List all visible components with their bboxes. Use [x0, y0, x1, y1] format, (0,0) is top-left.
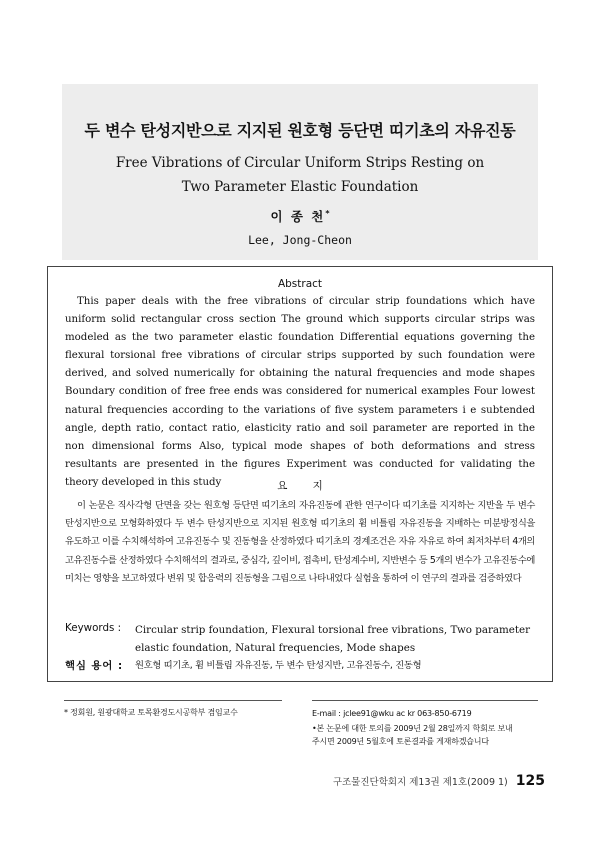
page-footer [333, 773, 545, 789]
korean-abstract-heading: 요 지 [277, 480, 323, 492]
korean-abstract-body: 이 논문은 직사각형 단면을 갖는 원호형 등단면 띠기초의 자유진동에 관한 연구이다 띠기초를 지지하는 지반을 두 변수 탄성지반으로 모형화하였다 두 변수 탄성지반으로 지지된 원호형 띠기초의 휨 비틀림 자유진동을 지배하는 미분방정식을 유도하고 이를 수치해석하여 고유진동수 및 진동형을 산정하였다 띠기초의 경계조건은 자유 자유로 하여 최저차부터 4개의 고유진동수를 산정하였다 수치해석의 결과로, 중심각, 깊이비, 접촉비, 탄성계수비, 지반변수 등 5개의 변수가 고유진동수에 미치는 영향을 보고하였다 변위 및 합응력의 진동형을 그림으로 나타내었다 실험을 통하여 이 연구의 결과를 검증하였다 [65, 500, 535, 584]
journal-citation: 구조물진단학회지 제13권 제1호(2009 1) [332, 777, 508, 788]
title-korean: 두 변수 탄성지반으로 지지된 원호형 등단면 띠기초의 자유진동 [84, 121, 516, 140]
footnote-divider-right [312, 700, 538, 701]
abstract-heading: Abstract [277, 278, 323, 290]
title-english-line1: Free Vibrations of Circular Uniform Strips Resting on [115, 155, 485, 171]
discussion-note-line1: •본 논문에 대한 토의를 2009년 2월 28일까지 학회로 보내 [312, 724, 513, 733]
keywords-row [65, 622, 539, 658]
author-korean [0, 207, 600, 225]
page-number: 125 [515, 773, 545, 789]
email-footnote: E-mail : jclee91@wku ac kr 063-850-6719 [312, 709, 472, 718]
author-english: Lee, Jong-Cheon [248, 233, 352, 247]
title-english-line2: Two Parameter Elastic Foundation [181, 179, 419, 195]
affiliation-footnote: * 정회원, 원광대학교 토목환경도시공학부 겸임교수 [64, 708, 238, 717]
abstract-body: This paper deals with the free vibrations of circular strip foundations which have uniform solid rectangular cross section The ground which supports circular strips was modeled as the two parameter elastic foundation Differential equations governing the flexural torsional free vibrations of circular strips supported by such foundation were derived, and solved numerically for obtaining the natural frequencies and mode shapes Boundary condition of free free ends was considered for numerical examples Four lowest natural frequencies according to the variations of five system parameters i e subtended angle, depth ratio, contact ratio, elasticity ratio and soil parameter are reported in the non dimensional forms Also, typical mode shapes of both deformations and stress resultants are presented in the figures Experiment was conducted for validating the theory developed in this study [65, 296, 535, 488]
keywords-korean-value: 원호형 띠기초, 휨 비틀림 자유진동, 두 변수 탄성지반, 고유진동수, 진동형 [135, 660, 422, 671]
keywords-value: Circular strip foundation, Flexural torsional free vibrations, Two parameter elastic foundation, Natural frequencies, Mode shapes [135, 624, 531, 654]
footnote-divider-left [64, 700, 282, 701]
author-footnote-mark: * [325, 208, 330, 218]
title-english [0, 151, 600, 199]
keywords-korean-row [65, 657, 539, 675]
author-korean-name: 이 종 천 [270, 209, 326, 224]
keywords-label: Keywords : [65, 622, 122, 634]
discussion-note-line2: 주시면 2009년 5월호에 토론결과를 게재하겠습니다 [312, 737, 489, 746]
keywords-korean-label: 핵심 용어 : [65, 660, 124, 672]
